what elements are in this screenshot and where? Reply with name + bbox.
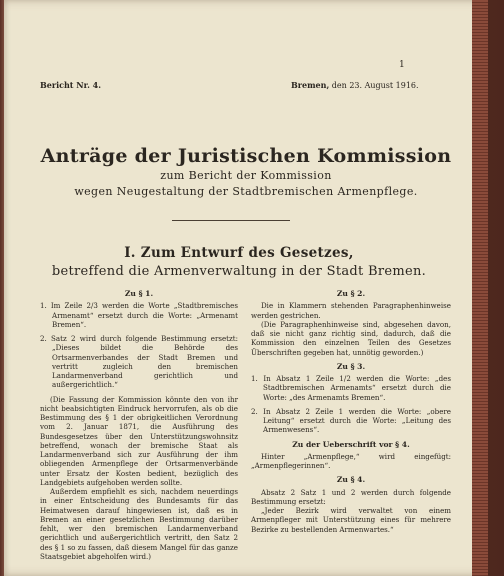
amendment-text: „Jeder Bezirk wird verwaltet von einem Armenpfleger mit Unterstützung eines für mehrere Bezirke zu bestellenden Armenwartes.“ bbox=[251, 506, 451, 534]
page-number: 1 bbox=[399, 60, 405, 70]
paragraph-heading: Zu der Ueberschrift vor § 4. bbox=[292, 439, 410, 449]
explanation-paragraph: (Die Paragraphenhinweise sind, abgesehen davon, daß sie nicht ganz richtig sind, dadurch, daß die Kommission den einzelnen Teilen des Gesetzes Überschriften gegeben hat, unnötig geworden.) bbox=[251, 319, 451, 357]
document-title: Anträge der Juristischen Kommission bbox=[40, 145, 452, 167]
explanation-paragraph: (Die Fassung der Kommission könnte den von ihr nicht beabsichtigten Eindruck hervorrufen, als ob die Bestimmung des § 1 der obrigkeitlichen Verordnung vom 2. Januar 1871, die Ausführung des Bundesgesetzes über den Unterstützungswohnsitz betreffend, wonach der bremische Staat als Landarmenverband sich zur Ausführung der ihm obliegenden Armenpflege der Ortsarmenverbände unter Ersatz der Kosten bedient, bezüglich des Landgebiets aufgehoben werden sollte. bbox=[40, 394, 238, 487]
paragraph-heading: Zu § 3. bbox=[336, 361, 366, 371]
report-date: Bremen, den 23. August 1916. bbox=[291, 80, 419, 90]
document-page bbox=[4, 0, 488, 576]
amendment-item: 1. In Absatz 1 Zeile 1/2 werden die Worte: „des Stadtbremischen Armenamts“ ersetzt durch die Worte: „des Armenamts Bremen“. bbox=[251, 374, 451, 402]
amendment-text: Die in Klammern stehenden Paragraphenhinweise werden gestrichen. bbox=[251, 301, 451, 320]
report-number: Bericht Nr. 4. bbox=[40, 80, 101, 90]
explanation-paragraph: Außerdem empfiehlt es sich, nachdem neuerdings in einer Entscheidung des Bundesamts für das Heimatwesen darauf hingewiesen ist, daß es in Bremen an einer gesetzlichen Bestimmung darüber fehlt, wer den bremischen Landarmenverband gerichtlich und außergerichtlich vertritt, den Satz 2 des § 1 so zu fassen, daß diesem Mangel für das ganze Staatsgebiet abgeholfen wird.) bbox=[40, 487, 238, 561]
document-subtitle-1: zum Bericht der Kommission bbox=[160, 169, 332, 182]
left-column bbox=[40, 289, 238, 561]
amendment-item: 2. In Absatz 2 Zeile 1 werden die Worte: „obere Leitung“ ersetzt durch die Worte: „Leitung des Armenwesens“. bbox=[251, 406, 451, 435]
paragraph-heading: Zu § 1. bbox=[124, 289, 154, 298]
section-subheading: betreffend die Armenverwaltung in der Stadt Bremen. bbox=[51, 264, 427, 279]
amendment-text: Hinter „Armenpflege,“ wird eingefügt: „Armenpflegerinnen“. bbox=[251, 451, 451, 470]
amendment-text: Absatz 2 Satz 1 und 2 werden durch folgende Bestimmung ersetzt: bbox=[251, 487, 451, 506]
divider-rule bbox=[172, 220, 290, 221]
section-heading: I. Zum Entwurf des Gesetzes, bbox=[124, 245, 354, 261]
page-stack-edge bbox=[472, 0, 488, 576]
right-column bbox=[251, 289, 451, 534]
document-subtitle-2: wegen Neugestaltung der Stadtbremischen Armenpflege. bbox=[74, 185, 418, 198]
paragraph-heading: Zu § 4. bbox=[336, 475, 366, 485]
paragraph-heading: Zu § 2. bbox=[336, 289, 366, 298]
amendment-item: 1. Im Zeile 2/3 werden die Worte „Stadtbremisches Armenamt“ ersetzt durch die Worte: „Armenamt Bremen“. bbox=[40, 301, 238, 329]
amendment-item: 2. Satz 2 wird durch folgende Bestimmung ersetzt: „Dieses bildet die Behörde des Ortsarmenverbandes der Stadt Bremen und vertritt zugleich den bremischen Landarmenverband gerichtlich und außergerichtlich.“ bbox=[40, 334, 238, 390]
